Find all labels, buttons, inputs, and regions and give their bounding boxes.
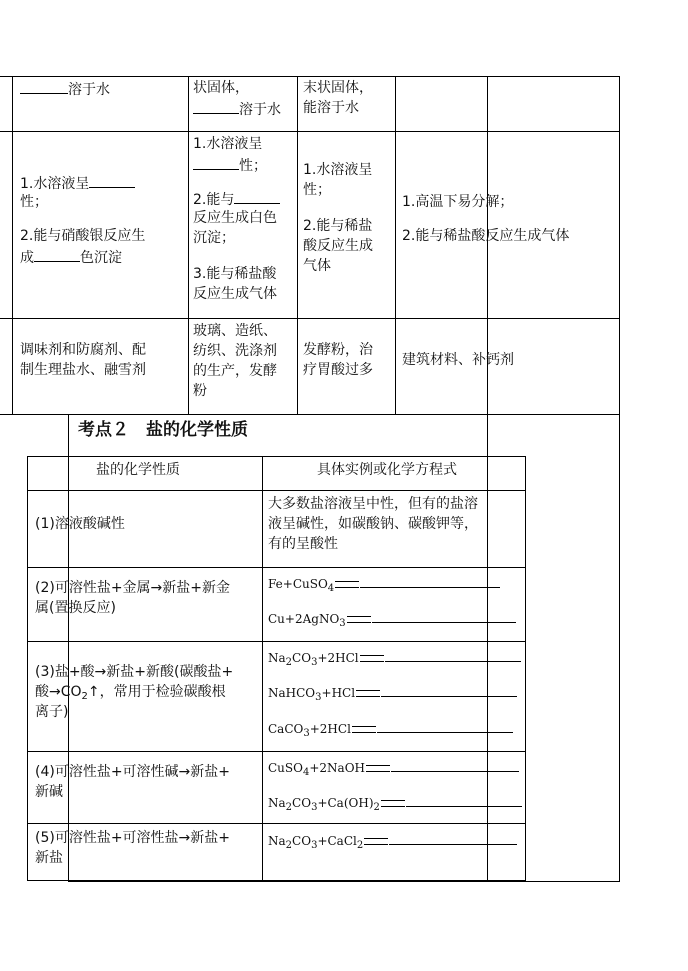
equation: NaHCO$_3$+HCl: [268, 682, 517, 703]
cell-text: 性；: [303, 182, 331, 198]
col-divider: [27, 456, 28, 881]
cell-text: (5)可溶性盐+可溶性盐→新盐+: [35, 830, 231, 846]
equation: Cu+2AgNO$_3$: [268, 608, 516, 629]
cell-text: (3)盐+酸→新盐+新酸(碳酸盐+: [35, 664, 234, 680]
cell-text: 粉: [193, 383, 207, 399]
equation: $Na_2CO_3+CaCl_2$: [268, 830, 517, 851]
cell-text: 末状固体，: [303, 80, 373, 96]
cell-text: 溶于水: [193, 98, 281, 120]
cell-text: 属(置换反应): [35, 600, 116, 616]
col-divider: [619, 76, 620, 881]
cell-text: 1.高温下易分解；: [402, 194, 514, 210]
cell-text: 1.水溶液呈: [193, 136, 263, 152]
cell-text: 反应生成气体: [193, 286, 277, 302]
col-divider: [188, 76, 189, 415]
row-divider: [27, 567, 526, 568]
cell-text: 性；: [20, 194, 48, 210]
cell-text: 2.能与: [193, 188, 280, 210]
cell-text: 离子): [35, 704, 69, 720]
cell-text: (4)可溶性盐+可溶性碱→新盐+: [35, 764, 231, 780]
row-divider: [27, 880, 526, 881]
cell-text: 调味剂和防腐剂、配: [20, 342, 146, 358]
cell-text: 发酵粉，治: [303, 342, 373, 358]
cell-text: 性；: [193, 154, 267, 176]
section-title: 考点２ 盐的化学性质: [78, 420, 248, 440]
cell-text: 2.能与硝酸银反应生: [20, 228, 146, 244]
row-divider: [0, 414, 620, 415]
cell-text: 酸$\to CO_2↑$，常用于检验碳酸根: [35, 684, 226, 702]
equation: CuSO$_4$+2NaOH: [268, 757, 519, 778]
row-divider: [27, 751, 526, 752]
col-divider: [12, 76, 13, 415]
row-divider: [27, 641, 526, 642]
cell-text: 1.水溶液呈: [20, 172, 135, 194]
cell-text: 有的呈酸性: [268, 536, 338, 552]
cell-text: 1.水溶液呈: [303, 162, 373, 178]
cell-text: 2.能与稀盐酸反应生成气体: [402, 228, 570, 244]
cell-text: 能溶于水: [303, 100, 359, 116]
row-divider: [27, 823, 526, 824]
row-divider: [0, 318, 620, 319]
equation: CaCO$_3$+2HCl: [268, 718, 513, 739]
cell-text: 的生产，发酵: [193, 363, 277, 379]
cell-text: (2)可溶性盐+金属→新盐+新金: [35, 580, 231, 596]
cell-text: 状固体，: [193, 80, 249, 96]
cell-text: 新盐: [35, 850, 63, 866]
row-divider: [27, 456, 526, 457]
bottom-rule: [68, 881, 620, 882]
col-divider: [395, 76, 396, 415]
cell-text: 大多数盐溶液呈中性，但有的盐溶: [268, 496, 478, 512]
header-right: 具体实例或化学方程式: [317, 462, 457, 478]
row-divider: [0, 131, 620, 132]
col-divider: [297, 76, 298, 415]
cell-text: 溶于水: [20, 78, 110, 100]
cell-text: 反应生成白色: [193, 210, 277, 226]
col-divider: [68, 414, 69, 881]
equation: Fe+CuSO$_4$: [268, 573, 500, 594]
equation: $Na_2CO_3+Ca(OH)_2$: [268, 792, 522, 813]
cell-text: 3.能与稀盐酸: [193, 266, 277, 282]
header-left: 盐的化学性质: [96, 462, 180, 478]
cell-text: 疗胃酸过多: [303, 362, 373, 378]
cell-text: 气体: [303, 258, 331, 274]
cell-text: 成 色沉淀: [20, 246, 122, 268]
cell-text: 液呈碱性，如碳酸钠、碳酸钾等，: [268, 516, 478, 532]
cell-text: 2.能与稀盐: [303, 218, 373, 234]
col-divider: [262, 456, 263, 881]
cell-text: 纺织、洗涤剂: [193, 343, 277, 359]
cell-text: 制生理盐水、融雪剂: [20, 362, 146, 378]
cell-text: (1)溶液酸碱性: [35, 516, 125, 532]
col-divider: [525, 456, 526, 881]
cell-text: 酸反应生成: [303, 238, 373, 254]
cell-text: 沉淀；: [193, 230, 235, 246]
top-rule: [0, 76, 620, 77]
row-divider: [27, 490, 526, 491]
equation: $Na_2CO_3+2HCl$: [268, 647, 521, 668]
cell-text: 建筑材料、补钙剂: [402, 352, 514, 368]
cell-text: 新碱: [35, 784, 63, 800]
cell-text: 玻璃、造纸、: [193, 323, 277, 339]
